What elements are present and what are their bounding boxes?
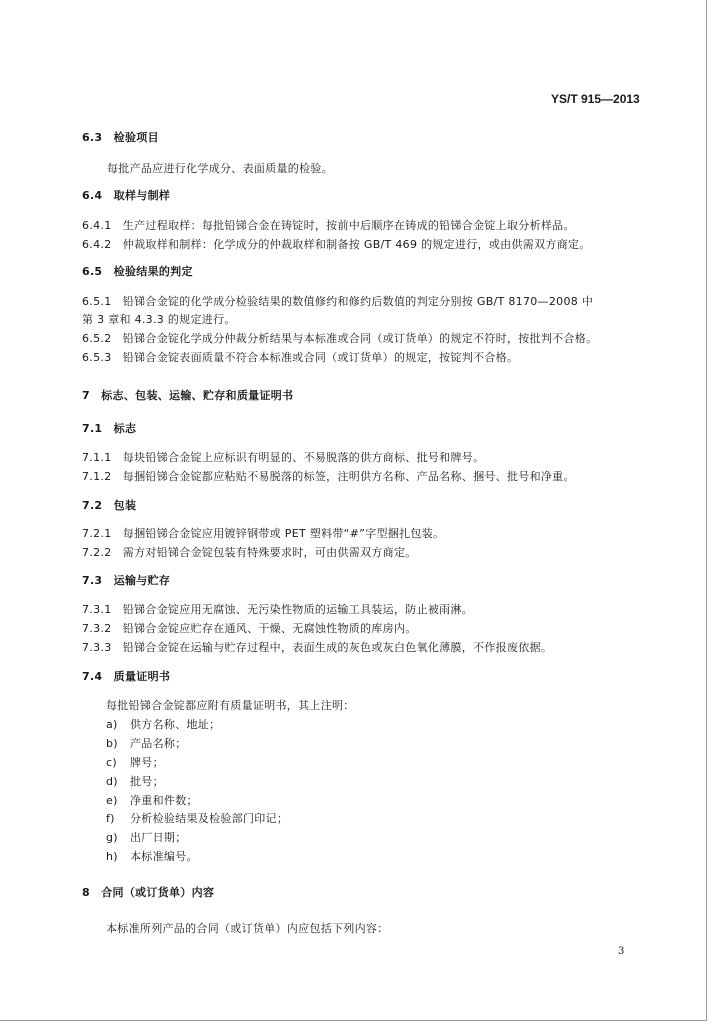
paragraph-6-3: 每批产品应进行化学成分、表面质量的检验。 [107, 162, 333, 175]
page-number: 3 [618, 946, 625, 957]
clause-7-3-1: 7.3.1 铅锑合金锭应用无腐蚀、无污染性物质的运输工具装运，防止被雨淋。 [82, 603, 474, 616]
list-marker: d) [106, 775, 118, 788]
list-text: 供方名称、地址； [130, 718, 221, 731]
clause-6-5-1-line2: 第 3 章和 4.3.3 的规定进行。 [82, 313, 236, 326]
heading-7-1: 7.1 标志 [82, 422, 137, 435]
list-marker: e) [106, 794, 118, 807]
list-item [106, 850, 198, 864]
list-item [106, 775, 164, 789]
clause-7-3-3: 7.3.3 铅锑合金锭在运输与贮存过程中，表面生成的灰色或灰白色氧化薄膜，不作报废依据。 [82, 641, 553, 654]
clause-7-1-2: 7.1.2 每捆铅锑合金锭都应粘贴不易脱落的标签，注明供方名称、产品名称、捆号、批号和净重。 [82, 470, 575, 483]
list-marker: b) [106, 737, 118, 750]
clause-6-5-2: 6.5.2 铅锑合金锭化学成分仲裁分析结果与本标准或合同（或订货单）的规定不符时，按批判不合格。 [82, 332, 598, 345]
heading-7: 7 标志、包装、运输、贮存和质量证明书 [82, 389, 294, 402]
list-item [106, 718, 220, 732]
heading-7-2: 7.2 包装 [82, 499, 137, 512]
list-item [106, 756, 164, 770]
clause-6-5-3: 6.5.3 铅锑合金锭表面质量不符合本标准或合同（或订货单）的规定，按锭判不合格。 [82, 351, 519, 364]
list-item [106, 794, 198, 808]
heading-8: 8 合同（或订货单）内容 [82, 886, 215, 899]
list-marker: g) [106, 831, 118, 844]
clause-7-1-1: 7.1.1 每块铅锑合金锭上应标识有明显的、不易脱落的供方商标、批号和牌号。 [82, 451, 485, 464]
clause-7-2-1: 7.2.1 每捆铅锑合金锭应用镀锌钢带或 PET 塑料带“#”字型捆扎包装。 [82, 527, 445, 540]
list-text: 牌号； [130, 756, 164, 769]
clause-7-3-2: 7.3.2 铅锑合金锭应贮存在通风、干燥、无腐蚀性物质的库房内。 [82, 622, 417, 635]
list-item [106, 812, 288, 826]
list-marker: h) [106, 850, 118, 863]
list-text: 净重和件数； [130, 794, 198, 807]
heading-6-5: 6.5 检验结果的判定 [82, 265, 193, 278]
list-item [106, 737, 187, 751]
list-marker: f) [106, 812, 115, 825]
paragraph-8: 本标准所列产品的合同（或订货单）内应包括下列内容： [106, 922, 389, 935]
paragraph-7-4-intro: 每批铅锑合金锭都应附有质量证明书，其上注明： [106, 699, 355, 712]
clause-6-4-2: 6.4.2 仲裁取样和制样：化学成分的仲裁取样和制备按 GB/T 469 的规定进行，或由供需双方商定。 [82, 238, 591, 251]
clause-6-4-1: 6.4.1 生产过程取样：每批铅锑合金在铸锭时，按前中后顺序在铸成的铅锑合金锭上取分析样品。 [82, 219, 575, 232]
list-text: 分析检验结果及检验部门印记； [130, 812, 289, 825]
clause-6-5-1-line1: 6.5.1 铅锑合金锭的化学成分检验结果的数值修约和修约后数值的判定分别按 GB/T 8170—2008 中 [82, 295, 594, 308]
list-item [106, 831, 187, 845]
list-text: 批号； [130, 775, 164, 788]
list-text: 出厂日期； [130, 831, 187, 844]
list-marker: a) [106, 718, 118, 731]
heading-7-4: 7.4 质量证明书 [82, 670, 171, 683]
standard-code: YS/T 915—2013 [551, 92, 640, 106]
heading-7-3: 7.3 运输与贮存 [82, 574, 171, 587]
list-text: 产品名称； [130, 737, 187, 750]
heading-6-3: 6.3 检验项目 [82, 131, 159, 144]
list-marker: c) [106, 756, 117, 769]
heading-6-4: 6.4 取样与制样 [82, 189, 171, 202]
clause-7-2-2: 7.2.2 需方对铅锑合金锭包装有特殊要求时，可由供需双方商定。 [82, 546, 417, 559]
list-text: 本标准编号。 [130, 850, 198, 863]
